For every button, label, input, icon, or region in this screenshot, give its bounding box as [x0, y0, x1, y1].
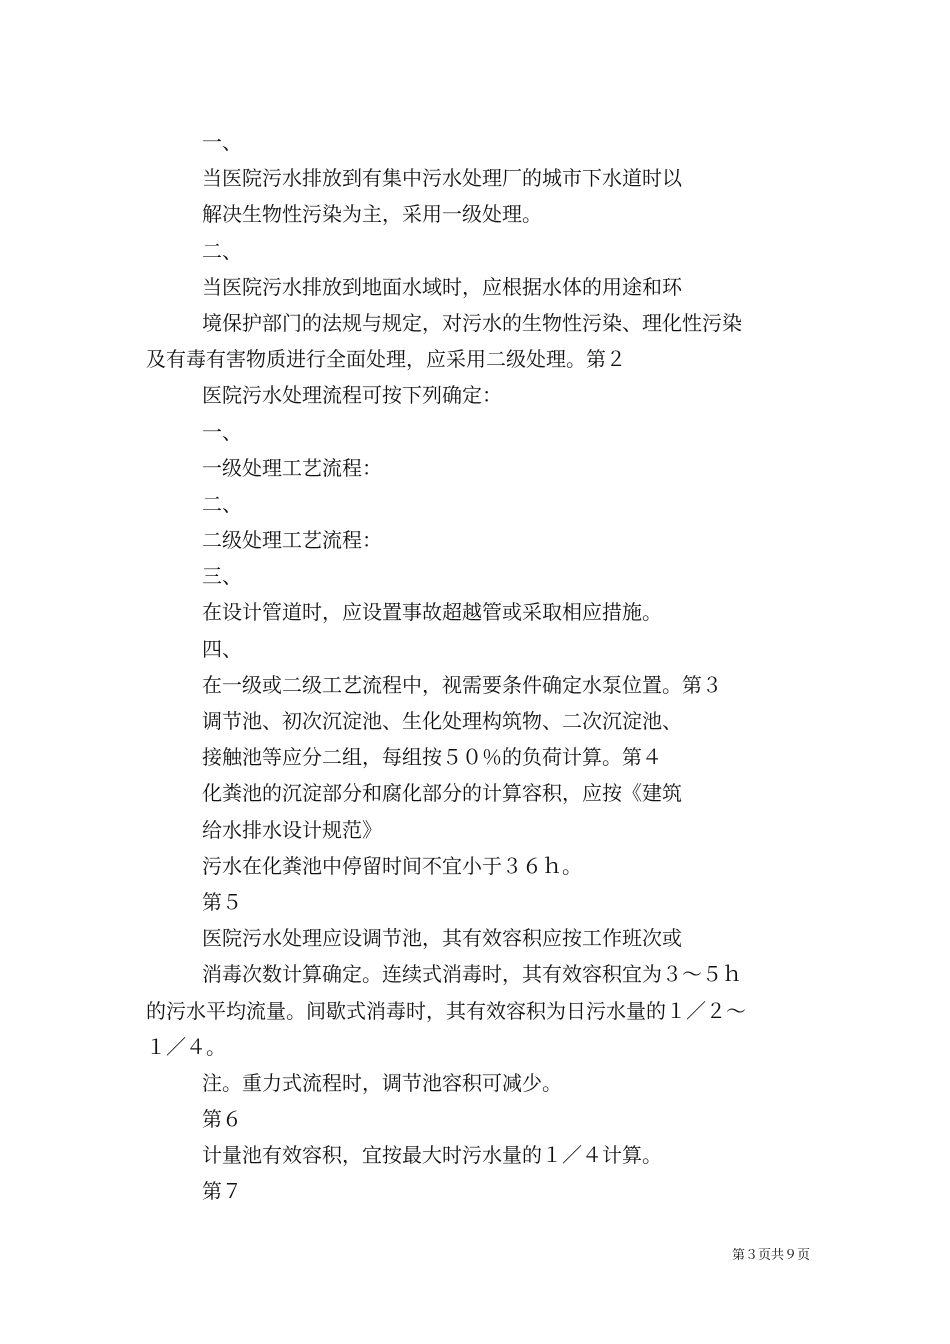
text-line: 医院污水处理应设调节池，其有效容积应按工作班次或 — [202, 926, 682, 951]
text-line: 当医院污水排放到有集中污水处理厂的城市下水道时以 — [202, 166, 682, 191]
text-line: 当医院污水排放到地面水域时，应根据水体的用途和环 — [202, 274, 682, 299]
text-line: 医院污水处理流程可按下列确定： — [202, 383, 502, 408]
text-line: 给水排水设计规范》 — [202, 817, 382, 842]
text-line: 在设计管道时，应设置事故超越管或采取相应措施。 — [202, 600, 662, 625]
text-line: 一、 — [202, 130, 242, 154]
text-line: 一、 — [202, 419, 242, 444]
text-line: １／４。 — [146, 1034, 226, 1059]
text-line: 第７ — [202, 1179, 242, 1204]
text-line: 注。重力式流程时，调节池容积可减少。 — [202, 1070, 562, 1095]
text-line: 二、 — [202, 238, 242, 263]
text-line: 第６ — [202, 1107, 242, 1132]
text-line: 一级处理工艺流程： — [202, 455, 382, 480]
text-line: 在一级或二级工艺流程中，视需要条件确定水泵位置。第３ — [202, 672, 722, 697]
text-line: 解决生物性污染为主，采用一级处理。 — [202, 202, 542, 227]
text-line: 二级处理工艺流程： — [202, 528, 382, 553]
text-line: 四、 — [202, 636, 242, 661]
text-line: 化粪池的沉淀部分和腐化部分的计算容积，应按《建筑 — [202, 781, 682, 806]
text-line: 的污水平均流量。间歇式消毒时，其有效容积为日污水量的１／２～ — [146, 998, 746, 1023]
text-line: 计量池有效容积，宜按最大时污水量的１／４计算。 — [202, 1143, 662, 1168]
document-body — [146, 124, 816, 1210]
text-line: 污水在化粪池中停留时间不宜小于３６ｈ。 — [202, 853, 582, 878]
text-line: 三、 — [202, 564, 242, 589]
page-number-footer: 第３页共９页 — [731, 1248, 810, 1263]
text-line: 接触池等应分二组，每组按５０％的负荷计算。第４ — [202, 745, 662, 770]
text-line: 及有毒有害物质进行全面处理，应采用二级处理。第２ — [146, 347, 626, 372]
text-line: 调节池、初次沉淀池、生化处理构筑物、二次沉淀池、 — [202, 709, 682, 733]
text-line: 二、 — [202, 491, 242, 516]
text-line: 第５ — [202, 889, 242, 914]
text-line: 境保护部门的法规与规定，对污水的生物性污染、理化性污染 — [202, 310, 742, 335]
text-line: 消毒次数计算确定。连续式消毒时，其有效容积宜为３～５ｈ — [202, 962, 742, 987]
